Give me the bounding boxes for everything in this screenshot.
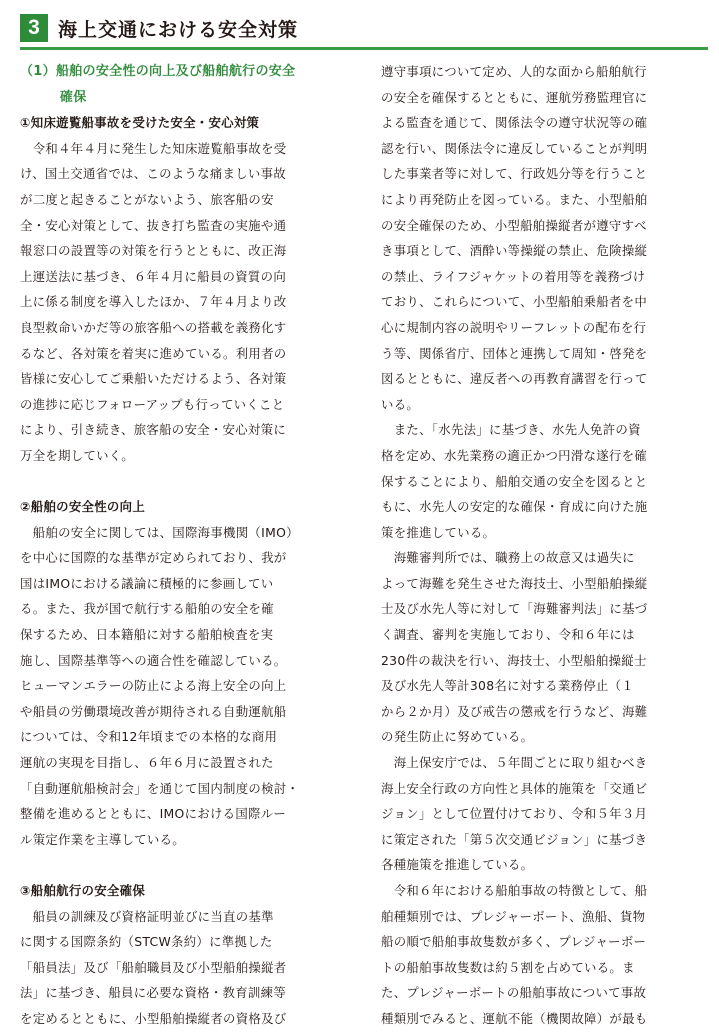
body-text-line: の安全を確保するとともに、運航労務監理官に bbox=[381, 89, 648, 105]
section-divider bbox=[20, 47, 708, 50]
body-text-line: また、「水先法」に基づき、水先人免許の資 bbox=[381, 422, 641, 438]
body-text-line: 報窓口の設置等の対策を行うとともに、改正海 bbox=[20, 243, 287, 259]
paragraph-gap bbox=[20, 469, 348, 495]
left-column bbox=[20, 59, 348, 1032]
body-text-line: の進捗に応じフォローアップも行っていくこと bbox=[20, 396, 285, 412]
body-text-line: ジョン」として位置付けており、令和５年３月 bbox=[381, 806, 648, 822]
body-text-line: く調査、審判を実施しており、令和６年には bbox=[381, 627, 635, 643]
body-text-line: の発生防止に努めている。 bbox=[381, 729, 534, 745]
body-text-line: 万全を期していく。 bbox=[20, 447, 134, 463]
section-title: 海上交通における安全対策 bbox=[58, 18, 299, 41]
body-text-line: 遵守事項について定め、人的な面から船舶航行 bbox=[381, 64, 647, 79]
body-text-line: ヒューマンエラーの防止による海上安全の向上 bbox=[20, 678, 287, 694]
body-text-line: 船の順で船舶事故隻数が多く、プレジャーボー bbox=[381, 934, 647, 950]
body-text-line: に策定された「第５次交通ビジョン」に基づき bbox=[381, 831, 648, 847]
subsection-heading: ②船舶の安全性の向上 bbox=[20, 499, 146, 515]
body-text-line: 運航の実現を目指し、６年６月に設置された bbox=[20, 755, 274, 771]
body-text-line: 「船員法」及び「船舶職員及び小型船舶操縦者 bbox=[20, 959, 287, 975]
body-text-line: した事業者等に対して、行政処分等を行うこと bbox=[381, 166, 648, 182]
body-text-line: 国はIMOにおける議論に積極的に参画してい bbox=[20, 575, 274, 591]
body-text-line: よって海難を発生させた海技士、小型船舶操縦 bbox=[381, 575, 648, 591]
body-text-line: 船舶の安全に関しては、国際海事機関（IMO） bbox=[20, 524, 299, 540]
body-text-line: が二度と起きることがないよう、旅客船の安 bbox=[20, 191, 274, 207]
body-text-line: 施し、国際基準等への適合性を確認している。 bbox=[20, 652, 287, 668]
body-text-line: 海上安全行政の方向性と具体的施策を「交通ビ bbox=[381, 780, 648, 796]
body-text-line: 及び水先人等計308名に対する業務停止（１ bbox=[381, 678, 634, 694]
body-text-line: 格を定め、水先業務の適正かつ円滑な遂行を確 bbox=[381, 447, 648, 463]
body-text-line: る。また、我が国で航行する船舶の安全を確 bbox=[20, 601, 274, 617]
body-text-line: 令和６年における船舶事故の特徴として、船 bbox=[381, 883, 648, 898]
body-text-line: 舶種類別では、プレジャーボート、漁船、貨物 bbox=[381, 908, 646, 924]
body-text-line: 法」に基づき、船員に必要な資格・教育訓練等 bbox=[20, 985, 287, 1001]
body-text-line: 「自動運航船検討会」を通じて国内制度の検討・ bbox=[20, 780, 300, 796]
body-text-line: いる。 bbox=[381, 396, 420, 412]
body-text-line: 全・安心対策として、抜き打ち監査の実施や通 bbox=[20, 217, 287, 233]
body-text-line: よる監査を通じて、関係法令の遵守状況等の確 bbox=[381, 115, 648, 131]
body-text-line: 海上保安庁では、５年間ごとに取り組むべき bbox=[381, 755, 648, 771]
body-text-line: 230件の裁決を行い、海技士、小型船舶操縦士 bbox=[381, 652, 647, 668]
body-text-line: う等、関係省庁、団体と連携して周知・啓発を bbox=[381, 345, 648, 361]
body-text-line: るなど、各対策を着実に進めている。利用者の bbox=[20, 345, 287, 361]
body-text-line: 海難審判所では、職務上の故意又は過失に bbox=[381, 550, 635, 566]
body-text-line: の禁止、ライフジャケットの着用等を義務づけ bbox=[381, 268, 646, 284]
paragraph-gap bbox=[20, 852, 348, 878]
body-text-line: や船員の労働環境改善が期待される自動運航船 bbox=[20, 703, 287, 719]
body-text-line: については、令和12年頃までの本格的な商用 bbox=[20, 729, 278, 745]
body-text-line: き事項として、酒酔い等操縦の禁止、危険操縦 bbox=[381, 243, 648, 259]
body-text-line: 士及び水先人等に対して「海難審判法」に基づ bbox=[381, 601, 648, 617]
section-heading: （1）船舶の安全性の向上及び船舶航行の安全 bbox=[20, 64, 296, 79]
body-text-line: の安全確保のため、小型船舶操縦者が遵守すべ bbox=[381, 217, 647, 233]
body-text-line: もに、水先人の安定的な確保・育成に向けた施 bbox=[381, 499, 648, 515]
body-text-line: 整備を進めるとともに、IMOにおける国際ルー bbox=[20, 806, 287, 822]
body-text-line: 船員の訓練及び資格証明並びに当直の基準 bbox=[20, 908, 274, 924]
right-column bbox=[381, 59, 709, 1032]
body-text-line: 上に係る制度を導入したほか、７年４月より改 bbox=[20, 294, 287, 310]
body-text-line: 保することにより、船舶交通の安全を図るとと bbox=[381, 473, 648, 489]
body-text-line: 種類別でみると、運航不能（機関故障）が最も bbox=[381, 1010, 648, 1026]
body-text-line: 令和４年４月に発生した知床遊覧船事故を受 bbox=[20, 140, 287, 156]
body-text-line: トの船舶事故隻数は約５割を占めている。ま bbox=[381, 959, 635, 975]
body-text-line: に関する国際条約（STCW条約）に準拠した bbox=[20, 934, 273, 950]
body-text-line: を定めるとともに、小型船舶操縦者の資格及び bbox=[20, 1010, 287, 1026]
body-text-line: により、引き続き、旅客船の安全・安心対策に bbox=[20, 422, 287, 438]
body-text-line: た、プレジャーボートの船舶事故について事故 bbox=[381, 985, 647, 1001]
body-text-line: 保するため、日本籍船に対する船舶検査を実 bbox=[20, 627, 274, 643]
body-text-line: 心に規制内容の説明やリーフレットの配布を行 bbox=[381, 319, 647, 335]
body-text-line: から２か月）及び戒告の懲戒を行うなど、海難 bbox=[381, 703, 648, 719]
body-text-line: ル策定作業を主導している。 bbox=[20, 831, 185, 847]
section-heading: 確保 bbox=[20, 89, 87, 105]
body-text-line: 認を行い、関係法令に違反していることが判明 bbox=[381, 140, 648, 156]
subsection-heading: ①知床遊覧船事故を受けた安全・安心対策 bbox=[20, 115, 260, 131]
body-text-line: ており、これらについて、小型船舶乗船者を中 bbox=[381, 294, 648, 310]
body-text-line: 良型救命いかだ等の旅客船への搭載を義務化す bbox=[20, 319, 287, 335]
section-number-badge: 3 bbox=[20, 14, 48, 42]
body-text-line: により再発防止を図っている。また、小型船舶 bbox=[381, 191, 648, 207]
body-text-line: 図るとともに、違反者への再教育講習を行って bbox=[381, 371, 648, 387]
body-text-line: 上運送法に基づき、６年４月に船員の資質の向 bbox=[20, 268, 287, 284]
body-text-line: 各種施策を推進している。 bbox=[381, 857, 534, 873]
body-text-line: 策を推進している。 bbox=[381, 524, 496, 540]
body-text-line: 皆様に安心してご乗船いただけるよう、各対策 bbox=[20, 371, 287, 387]
subsection-heading: ③船舶航行の安全確保 bbox=[20, 883, 146, 898]
section-header bbox=[20, 14, 298, 42]
body-text-line: け、国土交通省では、このような痛ましい事故 bbox=[20, 166, 287, 182]
body-text-line: を中心に国際的な基準が定められており、我が bbox=[20, 550, 287, 566]
